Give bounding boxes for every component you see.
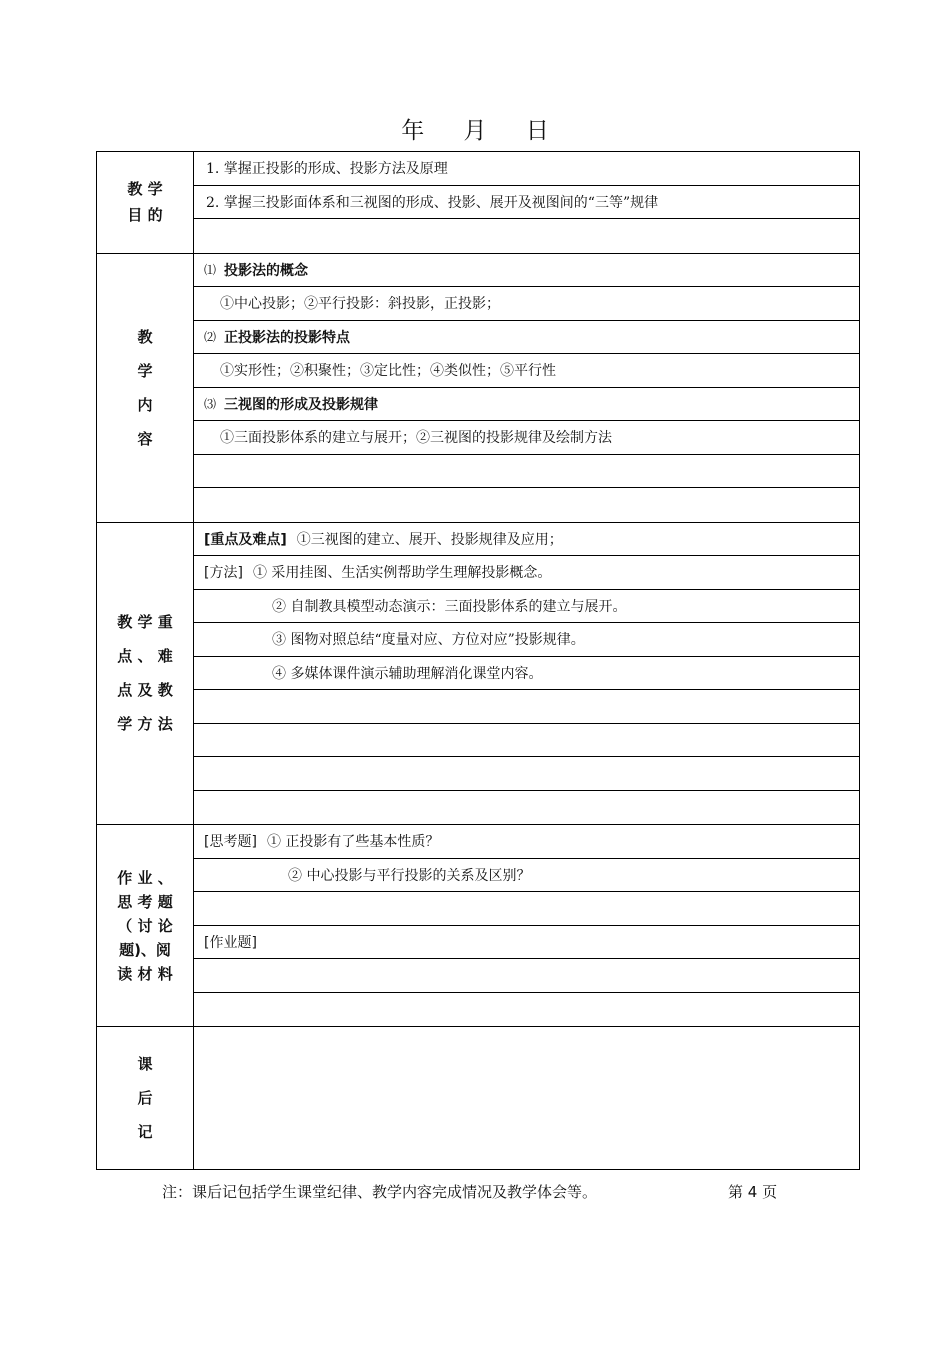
homework-blank-2 <box>194 959 859 993</box>
homework-blank-1 <box>194 892 859 926</box>
key-points-row <box>97 522 860 825</box>
content-label: 教 学 内 容 <box>97 253 194 522</box>
homework-blank-3 <box>194 993 859 1027</box>
notes-cell <box>194 1027 860 1170</box>
method-line-3: ③ 图物对照总结“度量对应、方位对应”投影规律。 <box>194 623 859 657</box>
content-blank-2 <box>194 488 859 522</box>
key-points-label: 教 学 重 点 、 难 点 及 教 学 方 法 <box>97 522 194 825</box>
homework-label: 作 业 、 思 考 题 （ 讨 论 题)、阅 读 材 料 <box>97 825 194 1027</box>
goals-label: 教 学 目 的 <box>97 152 194 254</box>
lesson-plan-table <box>96 151 860 1170</box>
goal-line-3 <box>194 219 859 253</box>
method-line-2: ② 自制教具模型动态演示：三面投影体系的建立与展开。 <box>194 590 859 624</box>
page-number: 第 4 页 <box>728 1183 778 1201</box>
think-line-1: [思考题] ① 正投影有了些基本性质？ <box>194 825 859 859</box>
key-points-cell <box>194 522 860 825</box>
date-title <box>0 112 952 145</box>
think-line-2: ② 中心投影与平行投影的关系及区别？ <box>194 859 859 893</box>
goal-line-2: 2. 掌握三投影面体系和三视图的形成、投影、展开及视图间的“三等”规律 <box>194 186 859 220</box>
month-label: 月 <box>463 118 489 144</box>
method-blank-4 <box>194 791 859 825</box>
footer-note: 注：课后记包括学生课堂纪律、教学内容完成情况及教学体会等。 <box>162 1183 598 1201</box>
year-label: 年 <box>401 118 427 144</box>
homework-tag-line: [作业题] <box>194 926 859 960</box>
method-line-4: ④ 多媒体课件演示辅助理解消化课堂内容。 <box>194 657 859 691</box>
content-heading-3: ⑶ 三视图的形成及投影规律 <box>194 388 859 422</box>
content-detail-3: ①三面投影体系的建立与展开；②三视图的投影规律及绘制方法 <box>194 421 859 455</box>
homework-row <box>97 825 860 1027</box>
method-blank-3 <box>194 757 859 791</box>
goals-row <box>97 152 860 254</box>
content-detail-1: ①中心投影；②平行投影：斜投影，正投影； <box>194 287 859 321</box>
goal-line-1: 1. 掌握正投影的形成、投影方法及原理 <box>194 152 859 186</box>
method-line-1: [方法] ① 采用挂图、生活实例帮助学生理解投影概念。 <box>194 556 859 590</box>
homework-cell <box>194 825 860 1027</box>
content-blank-1 <box>194 455 859 489</box>
goals-cell <box>194 152 860 254</box>
content-detail-2: ①实形性；②积聚性；③定比性；④类似性；⑤平行性 <box>194 354 859 388</box>
method-blank-2 <box>194 724 859 758</box>
notes-label: 课 后 记 <box>97 1027 194 1170</box>
key-line: [重点及难点] ①三视图的建立、展开、投影规律及应用； <box>194 523 859 557</box>
day-label: 日 <box>525 118 551 144</box>
content-heading-2: ⑵ 正投影法的投影特点 <box>194 321 859 355</box>
content-heading-1: ⑴ 投影法的概念 <box>194 254 859 288</box>
content-row <box>97 253 860 522</box>
method-blank-1 <box>194 690 859 724</box>
content-cell <box>194 253 860 522</box>
notes-row <box>97 1027 860 1170</box>
